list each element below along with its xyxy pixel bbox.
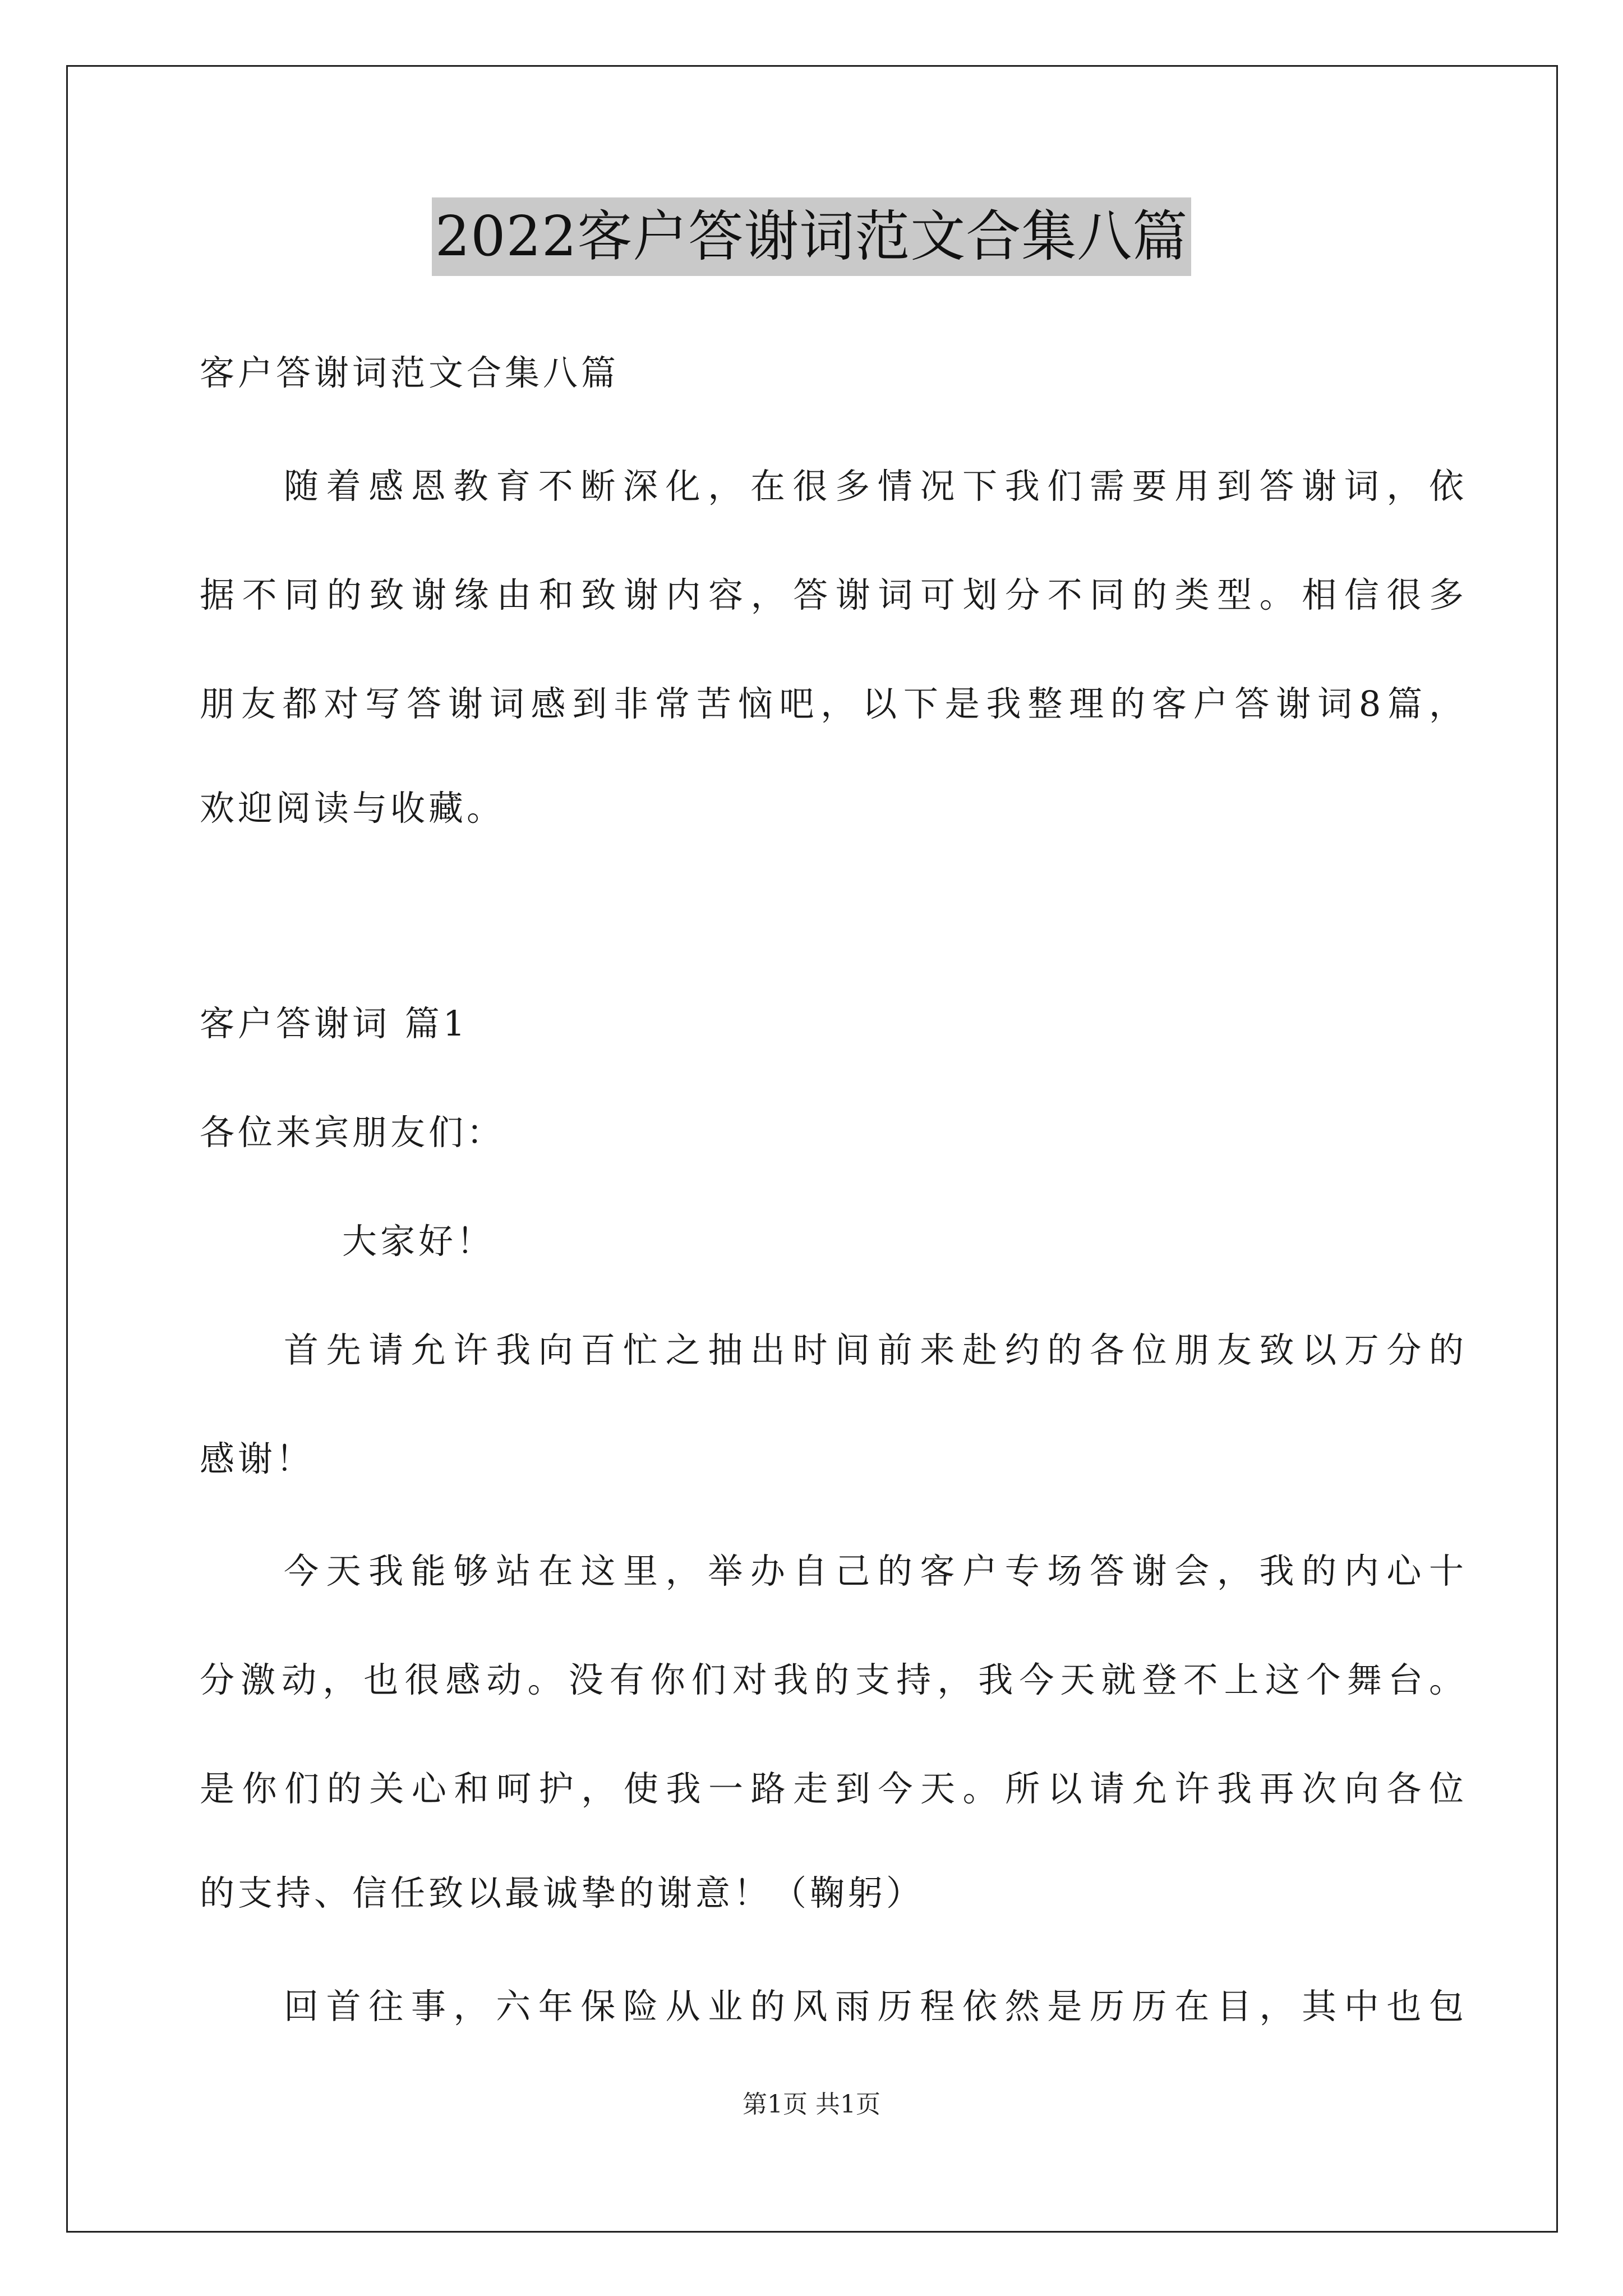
greeting: 大家好！ [342, 1221, 495, 1262]
body-line: 分激动，也很感动。没有你们对我的支持，我今天就登不上这个舞台。 [200, 1659, 1464, 1700]
intro-line: 朋友都对写答谢词感到非常苦恼吧，以下是我整理的客户答谢词8篇， [200, 683, 1464, 724]
body-line: 首先请允许我向百忙之抽出时间前来赴约的各位朋友致以万分的 [284, 1329, 1464, 1370]
body-line: 的支持、信任致以最诚挚的谢意！（鞠躬） [200, 1872, 925, 1913]
section-heading: 客户答谢词 篇1 [200, 1003, 469, 1044]
page-footer: 第1页 共1页 [743, 2090, 880, 2119]
title-block [0, 197, 1623, 276]
body-line: 感谢！ [200, 1438, 315, 1479]
salutation: 各位来宾朋友们： [200, 1112, 505, 1153]
intro-line: 据不同的致谢缘由和致谢内容，答谢词可划分不同的类型。相信很多 [200, 574, 1464, 615]
intro-line: 随着感恩教育不断深化，在很多情况下我们需要用到答谢词，依 [284, 466, 1464, 507]
intro-line: 欢迎阅读与收藏。 [200, 788, 505, 829]
document-subtitle: 客户答谢词范文合集八篇 [200, 352, 620, 393]
body-line: 是你们的关心和呵护，使我一路走到今天。所以请允许我再次向各位 [200, 1768, 1464, 1809]
body-line: 今天我能够站在这里，举办自己的客户专场答谢会，我的内心十 [284, 1550, 1464, 1591]
body-line: 回首往事，六年保险从业的风雨历程依然是历历在目，其中也包 [284, 1986, 1464, 2027]
document-title: 2022客户答谢词范文合集八篇 [432, 197, 1191, 276]
